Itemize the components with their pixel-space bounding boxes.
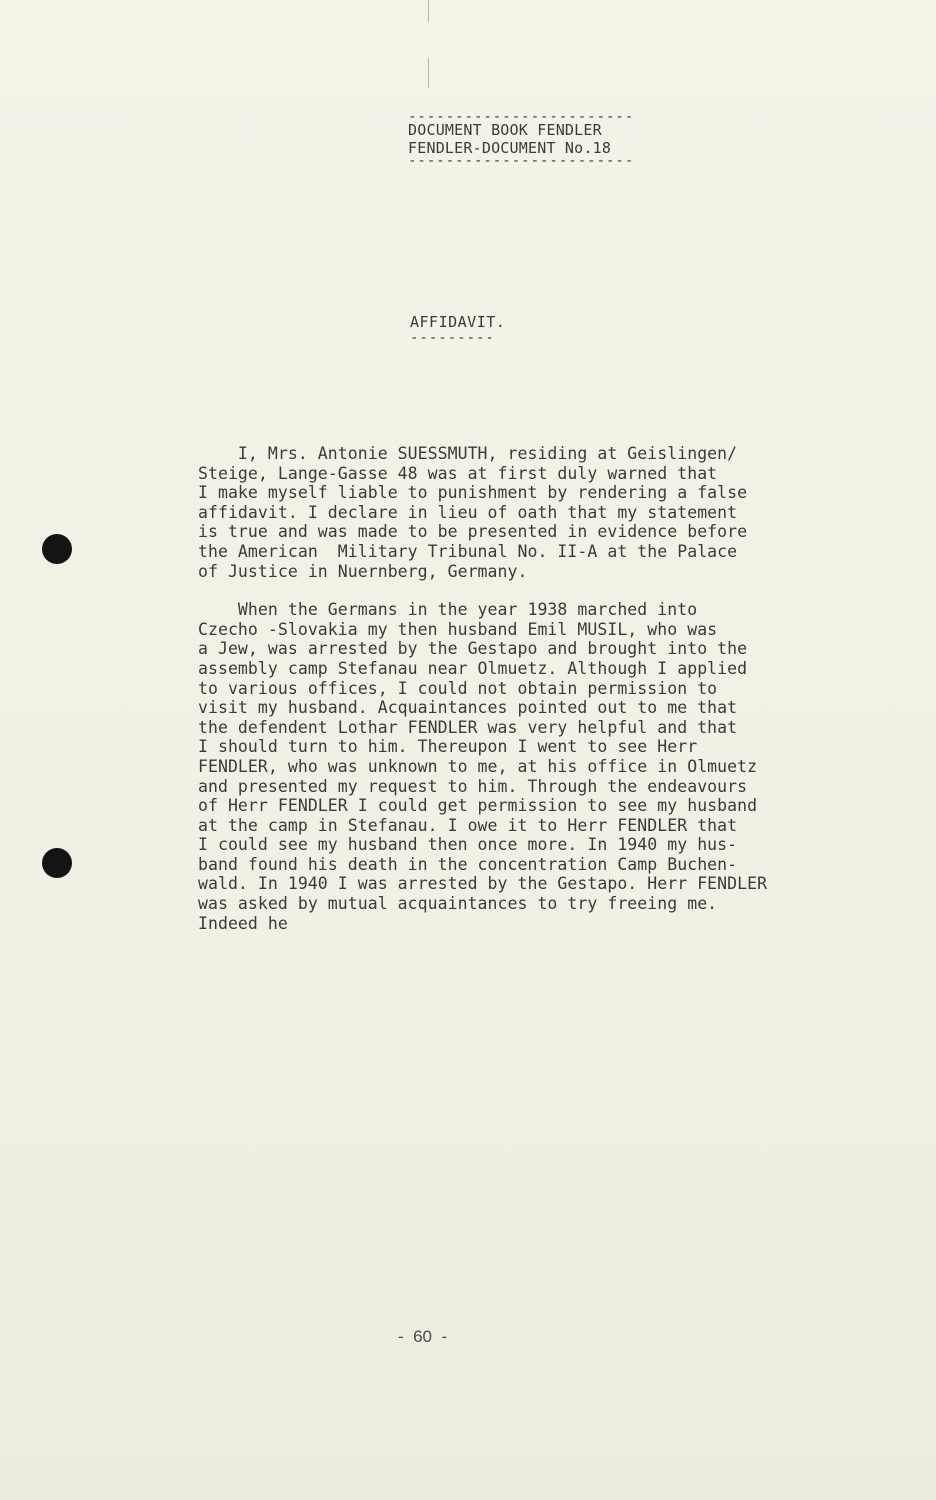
text-line: FENDLER, who was unknown to me, at his office in Olmuetz: [198, 756, 758, 776]
text-line: of Herr FENDLER I could get permission to see my husband: [198, 796, 758, 816]
punch-hole: [42, 848, 72, 878]
text-line: to various offices, I could not obtain permission to: [198, 678, 718, 698]
text-line: the American Military Tribunal No. II-A at the Palace: [198, 541, 738, 561]
text-line: a Jew, was arrested by the Gestapo and brought into the: [198, 639, 748, 659]
header-rule-top: ------------------------: [408, 113, 635, 121]
text-line: Steige, Lange-Gasse 48 was at first duly warned that: [198, 463, 718, 483]
text-line: Czecho -Slovakia my then husband Emil MUSIL, who was: [198, 619, 718, 639]
text-line: affidavit. I declare in lieu of oath that my statement: [198, 502, 738, 522]
text-line: the defendent Lothar FENDLER was very helpful and that: [198, 717, 738, 737]
text-line: and presented my request to him. Through the endeavours: [198, 776, 748, 796]
text-line: of Justice in Nuernberg, Germany.: [198, 561, 528, 581]
punch-hole: [42, 534, 72, 564]
document-book-label: DOCUMENT BOOK FENDLER: [408, 121, 602, 139]
text-line: was asked by mutual acquaintances to try freeing me.: [198, 894, 718, 914]
fold-mark: [428, 0, 429, 22]
text-line: is true and was made to be presented in evidence before: [198, 522, 748, 542]
text-line: I make myself liable to punishment by rendering a false: [198, 483, 748, 503]
text-line: at the camp in Stefanau. I owe it to Herr FENDLER that: [198, 815, 738, 835]
text-line: wald. In 1940 I was arrested by the Gestapo. Herr FENDLER: [198, 874, 768, 894]
paragraph-declaration: [198, 444, 888, 581]
paragraph-account: [198, 600, 888, 933]
page-number: - 60 -: [398, 1327, 448, 1346]
text-line: I could see my husband then once more. In 1940 my hus-: [198, 835, 738, 855]
affidavit-body: [198, 444, 888, 952]
text-line: band found his death in the concentration Camp Buchen-: [198, 854, 738, 874]
text-line: visit my husband. Acquaintances pointed out to me that: [198, 698, 738, 718]
title-underline: ---------: [410, 333, 495, 343]
text-line: I, Mrs. Antonie SUESSMUTH, residing at Geislingen/: [198, 444, 738, 463]
text-line: Indeed he: [198, 913, 288, 933]
affidavit-title: AFFIDAVIT.: [410, 313, 506, 331]
header-rule-bottom: ------------------------: [408, 157, 635, 165]
fold-mark: [428, 58, 429, 88]
text-line: When the Germans in the year 1938 marched into: [198, 600, 698, 620]
text-line: assembly camp Stefanau near Olmuetz. Although I applied: [198, 658, 748, 678]
text-line: I should turn to him. Thereupon I went to see Herr: [198, 737, 698, 757]
document-header: [408, 113, 678, 165]
document-number-label: FENDLER-DOCUMENT No.18: [408, 139, 612, 157]
